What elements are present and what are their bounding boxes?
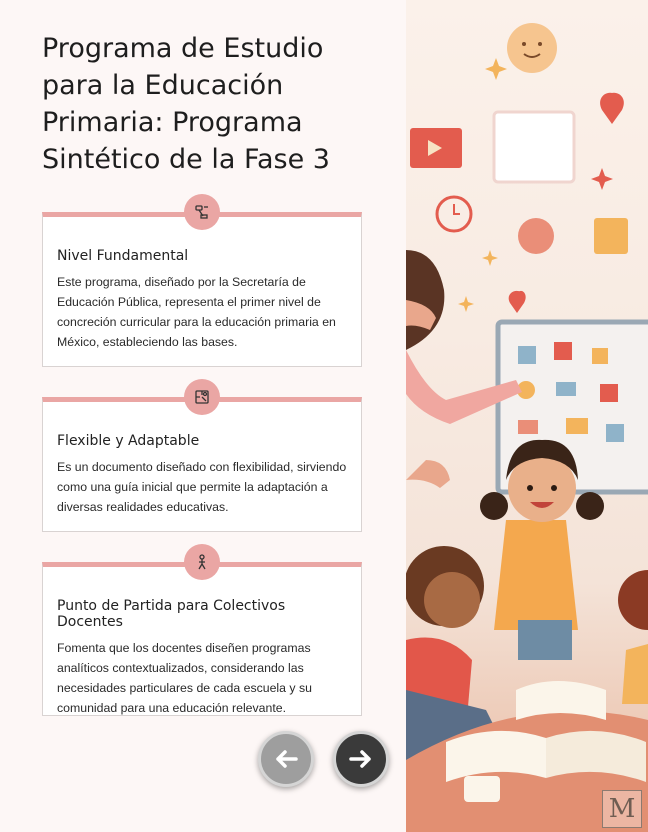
previous-button[interactable]: [258, 731, 314, 787]
arrow-left-icon: [271, 744, 301, 774]
arrow-right-icon: [346, 744, 376, 774]
card-text: Fomenta que los docentes diseñen programas analíticos contextualizados, considerando las necesidades particulares de cada escuela y su comunidad para una educación relevante.: [57, 641, 312, 715]
card-flexible-adaptable: [42, 397, 362, 532]
card-heading: Nivel Fundamental: [57, 248, 189, 264]
card-heading: Flexible y Adaptable: [57, 433, 200, 449]
card-text: Este programa, diseñado por la Secretaría de Educación Pública, representa el primer nivel de concreción curricular para la educación primaria en México, estableciendo las bases.: [57, 275, 336, 349]
card-nivel-fundamental: [42, 212, 362, 367]
flexible-puzzle-icon: [184, 379, 220, 415]
teacher-icon: [184, 544, 220, 580]
law-scale-icon: [184, 194, 220, 230]
card-text: Es un documento diseñado con flexibilidad, sirviendo como una guía inicial que permite la adaptación a diversas realidades educativas.: [57, 460, 347, 514]
classroom-illustration: [406, 0, 648, 832]
watermark-logo: M: [602, 790, 642, 828]
next-button[interactable]: [333, 731, 389, 787]
page-title: Programa de Estudio para la Educación Primaria: Programa Sintético de la Fase 3: [42, 33, 330, 175]
card-punto-partida: [42, 562, 362, 716]
card-heading: Punto de Partida para Colectivos Docentes: [57, 598, 286, 630]
